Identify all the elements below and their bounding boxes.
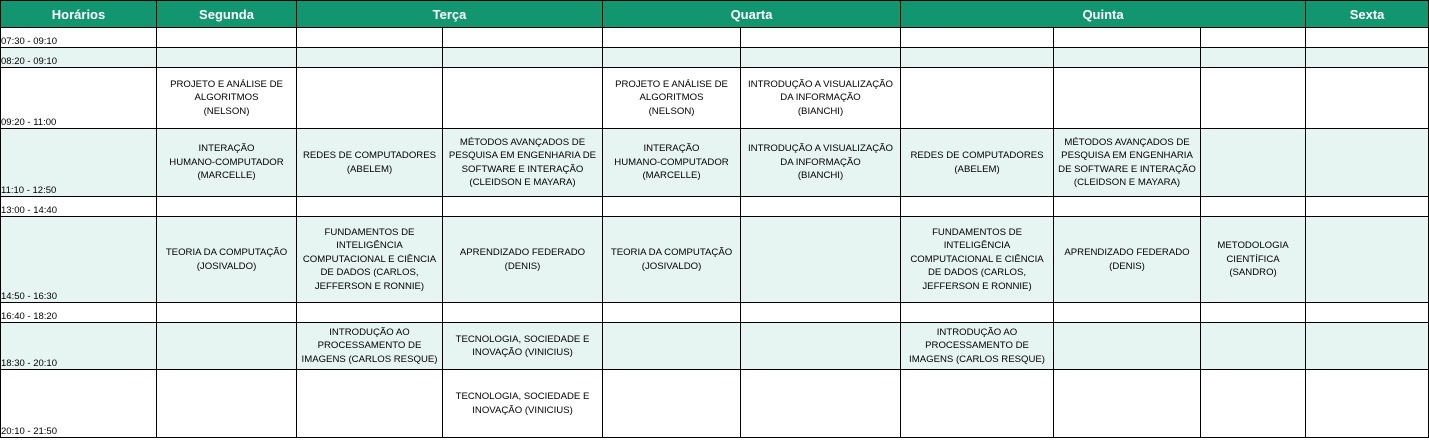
schedule-cell bbox=[1054, 303, 1201, 323]
schedule-cell bbox=[1054, 370, 1201, 438]
course-line: INTRODUÇÃO A VISUALIZAÇÃO bbox=[748, 143, 894, 155]
header-sexta: Sexta bbox=[1306, 1, 1429, 28]
schedule-cell bbox=[1201, 28, 1306, 48]
course-line: (NELSON) bbox=[648, 105, 695, 117]
schedule-cell bbox=[297, 303, 443, 323]
course-cell-federado-terca bbox=[443, 217, 603, 303]
course-line: DE DADOS (CARLOS, bbox=[927, 267, 1027, 279]
schedule-cell bbox=[741, 197, 901, 217]
header-segunda: Segunda bbox=[157, 1, 297, 28]
schedule-cell bbox=[741, 217, 901, 303]
course-cell-redes-terca bbox=[297, 129, 443, 197]
course-line: PROCESSAMENTO DE bbox=[925, 340, 1029, 352]
course-line: INTRODUÇÃO AO bbox=[329, 326, 410, 338]
schedule-cell bbox=[603, 323, 741, 370]
schedule-cell bbox=[443, 68, 603, 129]
course-line: DE DADOS (CARLOS, bbox=[320, 267, 419, 279]
time-slot: 18:30 - 20:10 bbox=[1, 323, 157, 370]
time-slot: 09:20 - 11:00 bbox=[1, 68, 157, 129]
course-line: COMPUTACIONAL E CIÊNCIA bbox=[302, 253, 437, 265]
course-line: INTELIGÊNCIA bbox=[336, 240, 403, 252]
table-row bbox=[1, 129, 1429, 197]
schedule-cell bbox=[741, 303, 901, 323]
time-slot: 11:10 - 12:50 bbox=[1, 129, 157, 197]
course-line: (JOSIVALDO) bbox=[196, 260, 257, 272]
course-line: (ABELEM) bbox=[954, 163, 1000, 175]
schedule-cell bbox=[1306, 303, 1429, 323]
schedule-cell bbox=[1201, 303, 1306, 323]
course-cell-ihc-quarta bbox=[603, 129, 741, 197]
schedule-cell bbox=[157, 197, 297, 217]
course-line: (ABELEM) bbox=[346, 163, 393, 175]
schedule-cell bbox=[443, 197, 603, 217]
course-line: TEORIA DA COMPUTAÇÃO bbox=[165, 247, 288, 258]
course-line: INTERAÇÃO bbox=[643, 143, 700, 155]
course-cell-teoria-quarta bbox=[603, 217, 741, 303]
header-quarta: Quarta bbox=[603, 1, 901, 28]
schedule-cell bbox=[901, 28, 1054, 48]
course-line: (NELSON) bbox=[203, 105, 250, 117]
table-row bbox=[1, 48, 1429, 68]
course-cell-federado-quinta bbox=[1054, 217, 1201, 303]
schedule-cell bbox=[297, 370, 443, 438]
schedule-cell bbox=[1306, 217, 1429, 303]
course-line: ALGORITMOS bbox=[194, 92, 259, 104]
course-line: CIENTÍFICA bbox=[1226, 253, 1280, 265]
header-quinta: Quinta bbox=[901, 1, 1306, 28]
table-row bbox=[1, 28, 1429, 48]
course-line: INOVAÇÃO (VINICIUS) bbox=[472, 404, 573, 416]
schedule-cell bbox=[1054, 323, 1201, 370]
course-cell-paa-quarta bbox=[603, 68, 741, 129]
table-row bbox=[1, 370, 1429, 438]
schedule-cell bbox=[1201, 323, 1306, 370]
course-line: INTRODUÇÃO AO bbox=[936, 326, 1018, 338]
schedule-cell bbox=[1306, 68, 1429, 129]
course-cell-ihc-segunda bbox=[157, 129, 297, 197]
schedule-cell bbox=[1201, 370, 1306, 438]
course-line: APRENDIZADO FEDERADO bbox=[1064, 247, 1190, 258]
course-line: TEORIA DA COMPUTAÇÃO bbox=[610, 247, 733, 258]
course-cell-metodologia-quinta bbox=[1201, 217, 1306, 303]
course-cell-fundamentos-terca bbox=[297, 217, 443, 303]
schedule-cell bbox=[1054, 28, 1201, 48]
schedule-cell bbox=[443, 303, 603, 323]
course-cell-paa-segunda bbox=[157, 68, 297, 129]
schedule-cell bbox=[901, 370, 1054, 438]
course-cell-metodos-terca bbox=[443, 129, 603, 197]
course-line: ALGORITMOS bbox=[639, 92, 704, 104]
schedule-cell bbox=[901, 303, 1054, 323]
schedule-cell bbox=[157, 303, 297, 323]
course-line: INTRODUÇÃO A VISUALIZAÇÃO bbox=[748, 78, 894, 90]
schedule-cell bbox=[1306, 323, 1429, 370]
course-line: JEFFERSON E RONNIE) bbox=[314, 280, 425, 292]
schedule-cell bbox=[297, 48, 443, 68]
course-line: MÉTODOS AVANÇADOS DE bbox=[1064, 136, 1190, 148]
schedule-cell bbox=[603, 48, 741, 68]
course-line: IMAGENS (CARLOS RESQUE) bbox=[301, 353, 438, 365]
schedule-cell bbox=[443, 48, 603, 68]
schedule-cell bbox=[157, 28, 297, 48]
course-line: DA INFORMAÇÃO bbox=[780, 92, 861, 104]
schedule-cell bbox=[741, 28, 901, 48]
course-line: METODOLOGIA bbox=[1217, 240, 1289, 252]
course-line: (SANDRO) bbox=[1229, 267, 1277, 279]
course-line: TECNOLOGIA, SOCIEDADE E bbox=[455, 333, 590, 345]
course-cell-metodos-quinta bbox=[1054, 129, 1201, 197]
schedule-cell bbox=[297, 68, 443, 129]
course-line: INTERAÇÃO bbox=[198, 143, 255, 155]
schedule-cell bbox=[1201, 197, 1306, 217]
course-cell-redes-quinta bbox=[901, 129, 1054, 197]
table-row bbox=[1, 303, 1429, 323]
course-line: (JOSIVALDO) bbox=[641, 260, 702, 272]
schedule-cell bbox=[1306, 129, 1429, 197]
course-line: INOVAÇÃO (VINICIUS) bbox=[472, 347, 573, 358]
header-horarios: Horários bbox=[1, 1, 157, 28]
schedule-cell bbox=[603, 28, 741, 48]
schedule-cell bbox=[1201, 129, 1306, 197]
course-line: PESQUISA EM ENGENHARIA DE bbox=[448, 150, 597, 161]
table-row bbox=[1, 217, 1429, 303]
time-slot: 16:40 - 18:20 bbox=[1, 303, 157, 323]
table-row bbox=[1, 68, 1429, 129]
schedule-cell bbox=[1054, 68, 1201, 129]
schedule-cell bbox=[901, 197, 1054, 217]
course-cell-visualizacao-quarta bbox=[741, 129, 901, 197]
schedule-cell bbox=[901, 68, 1054, 129]
course-cell-tecnologia-terca-noite bbox=[443, 370, 603, 438]
course-line: COMPUTACIONAL E CIÊNCIA bbox=[910, 253, 1044, 265]
schedule-cell bbox=[1306, 370, 1429, 438]
schedule-cell bbox=[1201, 48, 1306, 68]
schedule-cell bbox=[157, 370, 297, 438]
course-line: HUMANO-COMPUTADOR bbox=[169, 156, 284, 168]
time-slot: 14:50 - 16:30 bbox=[1, 217, 157, 303]
schedule-cell bbox=[603, 197, 741, 217]
course-cell-visualizacao-quarta bbox=[741, 68, 901, 129]
course-line: FUNDAMENTOS DE bbox=[324, 226, 415, 238]
time-slot: 08:20 - 09:10 bbox=[1, 48, 157, 68]
schedule-cell bbox=[1054, 48, 1201, 68]
schedule-cell bbox=[741, 48, 901, 68]
course-line: PROJETO E ANÁLISE DE bbox=[615, 78, 728, 90]
course-line: INTELIGÊNCIA bbox=[943, 240, 1011, 252]
course-line: (MARCELLE) bbox=[642, 170, 701, 182]
course-line: (BIANCHI) bbox=[797, 105, 844, 117]
course-line: PESQUISA EM ENGENHARIA bbox=[1061, 150, 1193, 161]
course-line: IMAGENS (CARLOS RESQUE) bbox=[909, 353, 1045, 365]
schedule-cell bbox=[297, 28, 443, 48]
time-slot: 13:00 - 14:40 bbox=[1, 197, 157, 217]
schedule-cell bbox=[741, 370, 901, 438]
course-line: DA INFORMAÇÃO bbox=[780, 156, 861, 168]
course-line: FUNDAMENTOS DE bbox=[932, 226, 1022, 238]
course-line: (DENIS) bbox=[1109, 260, 1145, 272]
course-line: (MARCELLE) bbox=[197, 170, 256, 182]
schedule-cell bbox=[603, 370, 741, 438]
course-line: REDES DE COMPUTADORES bbox=[302, 150, 437, 161]
course-line: SOFTWARE E INTERAÇÃO bbox=[461, 163, 584, 175]
course-line: TECNOLOGIA, SOCIEDADE E bbox=[455, 391, 590, 402]
course-cell-fundamentos-quinta bbox=[901, 217, 1054, 303]
schedule-cell bbox=[1306, 48, 1429, 68]
course-line: DE SOFTWARE E INTERAÇÃO bbox=[1058, 163, 1196, 175]
schedule-cell bbox=[443, 28, 603, 48]
course-line: MÉTODOS AVANÇADOS DE bbox=[459, 136, 586, 148]
course-line: HUMANO-COMPUTADOR bbox=[614, 156, 729, 168]
course-cell-imagens-terca bbox=[297, 323, 443, 370]
schedule-cell bbox=[1306, 28, 1429, 48]
table-row bbox=[1, 323, 1429, 370]
course-line: (DENIS) bbox=[504, 260, 541, 272]
table-row bbox=[1, 197, 1429, 217]
course-line: (BIANCHI) bbox=[797, 170, 844, 182]
course-line: PROJETO E ANÁLISE DE bbox=[170, 78, 283, 90]
course-line: JEFFERSON E RONNIE) bbox=[922, 280, 1032, 292]
header-row bbox=[1, 1, 1429, 28]
course-cell-tecnologia-terca bbox=[443, 323, 603, 370]
time-slot: 20:10 - 21:50 bbox=[1, 370, 157, 438]
course-cell-teoria-segunda bbox=[157, 217, 297, 303]
course-line: PROCESSAMENTO DE bbox=[317, 340, 422, 352]
course-cell-imagens-quinta bbox=[901, 323, 1054, 370]
schedule-cell bbox=[157, 48, 297, 68]
course-line: APRENDIZADO FEDERADO bbox=[459, 247, 586, 258]
course-line: (CLEIDSON E MAYARA) bbox=[1073, 177, 1181, 188]
schedule-cell bbox=[157, 323, 297, 370]
schedule-cell bbox=[1306, 197, 1429, 217]
schedule-cell bbox=[297, 197, 443, 217]
schedule-cell bbox=[1054, 197, 1201, 217]
schedule-cell bbox=[603, 303, 741, 323]
schedule-cell bbox=[741, 323, 901, 370]
course-line: REDES DE COMPUTADORES bbox=[910, 150, 1044, 161]
course-line: (CLEIDSON E MAYARA) bbox=[469, 177, 576, 188]
schedule-cell bbox=[901, 48, 1054, 68]
schedule-cell bbox=[1201, 68, 1306, 129]
time-slot: 07:30 - 09:10 bbox=[1, 28, 157, 48]
header-terca: Terça bbox=[297, 1, 603, 28]
